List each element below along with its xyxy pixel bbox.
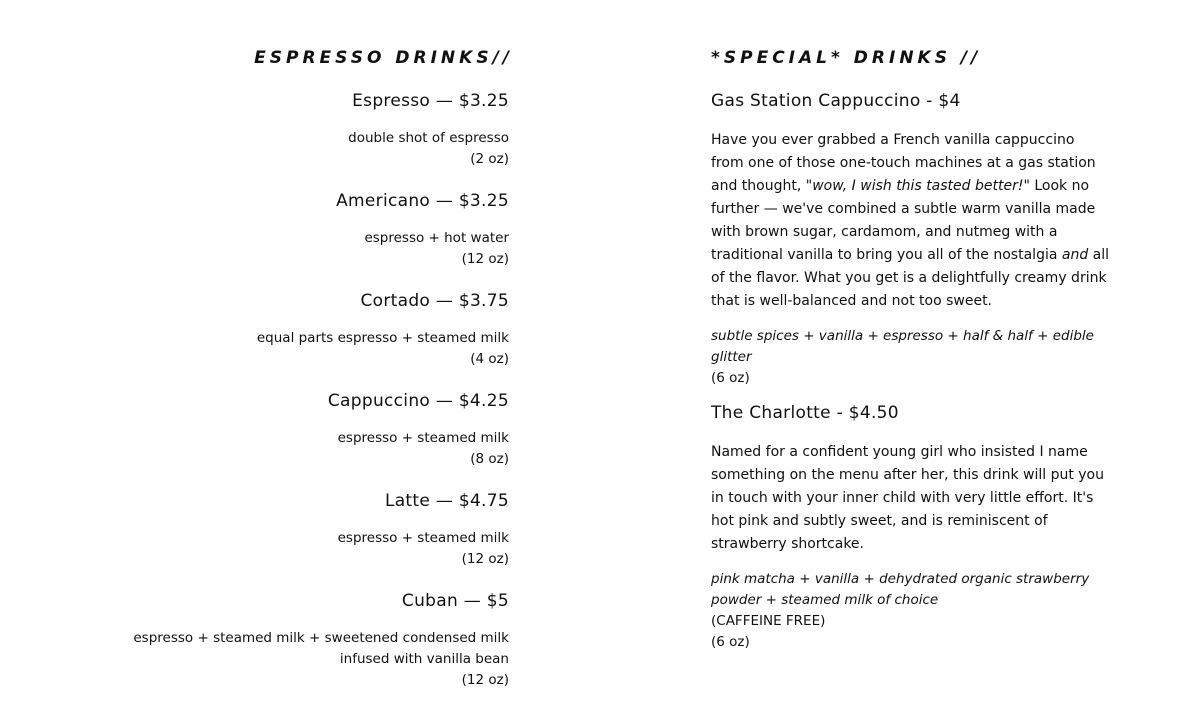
item-note: (CAFFEINE FREE) [711,613,826,629]
menu-item-cortado [100,290,509,370]
menu-item-espresso [100,90,509,170]
item-size: (12 oz) [461,672,509,688]
item-description: espresso + hot water [364,230,509,246]
menu-item-gas-station-cappuccino [711,90,1111,389]
item-description: espresso + steamed milk + sweetened condensed milk [133,630,509,646]
espresso-drinks-column [100,46,513,691]
item-description: Named for a confident young girl who insisted I name something on the menu after her, this drink will put you in touch with your inner child with very little effort. It's hot pink and subtly sweet, and is reminiscent of strawberry shortcake. [711,444,1104,552]
item-description-continued: infused with vanilla bean [339,651,509,667]
item-size: (12 oz) [461,251,509,267]
item-title: Cuban — $5 [401,591,509,611]
special-drinks-column [711,46,1111,653]
item-size: (4 oz) [470,351,509,367]
item-title: Cortado — $3.75 [360,291,509,311]
special-drinks-heading: *SPECIAL* DRINKS // [711,48,982,68]
espresso-drinks-heading: ESPRESSO DRINKS// [254,48,513,68]
menu-item-americano [100,190,509,270]
item-description: espresso + steamed milk [337,430,509,446]
item-title: The Charlotte - $4.50 [711,403,899,423]
item-size: (6 oz) [711,634,750,650]
menu-item-the-charlotte [711,402,1111,653]
item-title: Gas Station Cappuccino - $4 [711,91,961,111]
item-size: (12 oz) [461,551,509,567]
description-text: all of the flavor. What you get is a delightfully creamy drink that is well-balanced and not too sweet. [711,247,1110,309]
item-description: espresso + steamed milk [337,530,509,546]
item-title: Espresso — $3.25 [352,91,509,111]
menu-item-cappuccino [100,390,509,470]
item-title: Cappuccino — $4.25 [327,391,509,411]
description-quote: "wow, I wish this tasted better!" [805,178,1030,194]
item-ingredients: subtle spices + vanilla + espresso + half & half + edible glitter [711,328,1094,365]
item-title: Latte — $4.75 [384,491,509,511]
item-description: equal parts espresso + steamed milk [256,330,509,346]
item-size: (2 oz) [470,151,509,167]
description-text: Have you ever grabbed a French vanilla cappuccino from one of those one-touch machines at a gas station and thought, [711,132,1096,194]
item-description: double shot of espresso [348,130,509,146]
menu-item-cuban [100,590,509,691]
item-size: (6 oz) [711,370,750,386]
menu-item-latte [100,490,509,570]
item-title: Americano — $3.25 [336,191,509,211]
description-text: Look no further — we've combined a subtle warm vanilla made with brown sugar, cardamom, and nutmeg with a traditional vanilla to bring you all of the nostalgia [711,178,1096,263]
item-size: (8 oz) [470,451,509,467]
description-emphasis: and [1061,247,1089,263]
item-ingredients: pink matcha + vanilla + dehydrated organic strawberry powder + steamed milk of choice [711,571,1090,608]
item-description [711,129,1111,313]
